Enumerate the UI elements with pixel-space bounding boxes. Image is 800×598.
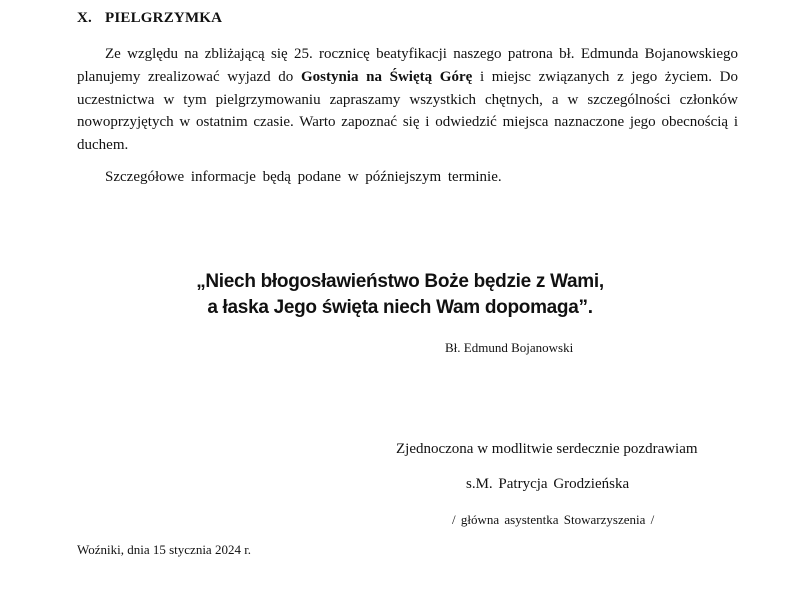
section-title: PIELGRZYMKA — [105, 10, 223, 26]
destination-bold: Gostynia na Świętą Górę — [300, 68, 473, 85]
quote-author: Bł. Edmund Bojanowski — [445, 340, 574, 355]
pilgrimage-paragraph — [77, 43, 738, 157]
paragraph-text-after: i miejsc związanych z jego życiem. Do uczestnictwa w tym pielgrzymowaniu zapraszamy wszystkich chętnych, a w szczególności członków nowoprzyjętych w ostatnim czasie. Warto zapoznać się i odwiedzić miejsca naznaczone jego obecnością i duchem. — [77, 68, 738, 154]
signature-name: s.M. Patrycja Grodzieńska — [466, 476, 630, 492]
section-number: X. — [77, 10, 92, 26]
closing-greeting: Zjednoczona w modlitwie serdecznie pozdrawiam — [396, 441, 698, 457]
signature-role: / główna asystentka Stowarzyszenia / — [452, 512, 655, 527]
details-paragraph: Szczegółowe informacje będą podane w późniejszym terminie. — [105, 169, 502, 185]
quote-line-1: „Niech błogosławieństwo Boże będzie z Wami, — [196, 271, 604, 292]
date-line: Woźniki, dnia 15 stycznia 2024 r. — [77, 542, 252, 557]
blessing-quote — [0, 269, 800, 321]
quote-line-2: a łaska Jego święta niech Wam dopomaga”. — [207, 297, 593, 318]
section-heading — [77, 10, 222, 27]
paragraph-text-before: Ze względu na zbliżającą się 25. rocznicę beatyfikacji naszego patrona bł. Edmunda Bojanowskiego planujemy zrealizować wyjazd do — [77, 46, 738, 85]
